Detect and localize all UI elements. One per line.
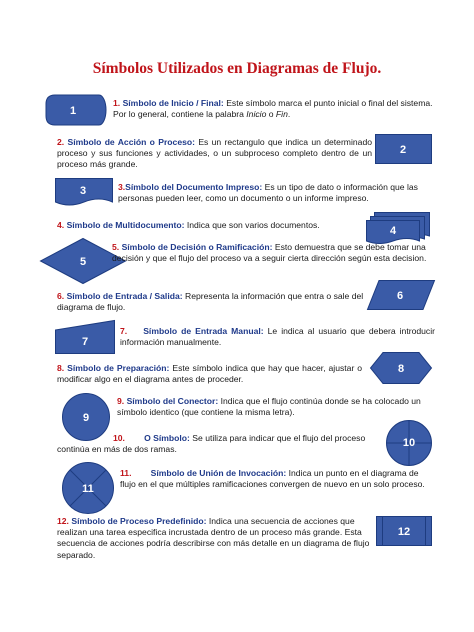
item-description: Esto demuestra que se debe tomar una decisión y que el flujo del proceso va a seguir cierta dirección según esta decision. bbox=[112, 242, 427, 264]
item-number: 11. bbox=[120, 468, 132, 478]
shape-number: 10 bbox=[402, 437, 416, 449]
multidocument-symbol bbox=[366, 212, 430, 246]
item-description: Indica que el flujo continúa donde se ha colocado un símbolo identico (que contiene la misma letra). bbox=[117, 396, 421, 418]
item-4-text bbox=[57, 220, 357, 231]
shape-number: 1 bbox=[69, 105, 77, 117]
item-label: Símbolo de Preparación: bbox=[67, 363, 170, 373]
item-number: 12. bbox=[57, 516, 69, 526]
item-number: 6. bbox=[57, 291, 65, 301]
item-number: 8. bbox=[57, 363, 65, 373]
item-label: Símbolo del Documento Impreso: bbox=[125, 182, 263, 192]
item-number: 5. bbox=[112, 242, 120, 252]
item-9-text bbox=[117, 396, 437, 418]
item-label: Símbolo de Multidocumento: bbox=[66, 220, 185, 230]
item-emphasis-end: Fin bbox=[275, 109, 288, 120]
item-number: 3. bbox=[118, 182, 126, 192]
item-description: Indica un punto en el diagrama de flujo en el que múltiples ramificaciones convergen de nuevo en un solo proceso. bbox=[120, 468, 425, 490]
shape-number: 8 bbox=[397, 363, 405, 375]
item-7-text bbox=[120, 326, 435, 348]
or-symbol bbox=[386, 420, 432, 466]
item-number: 2. bbox=[57, 137, 65, 147]
shape-number: 11 bbox=[82, 483, 94, 495]
item-label: Símbolo del Conector: bbox=[126, 396, 219, 406]
item-description: Representa la información que entra o sale del diagrama de flujo. bbox=[57, 291, 364, 313]
item-10-text bbox=[57, 433, 385, 455]
document-symbol bbox=[55, 178, 113, 208]
item-emphasis-start: Inicio bbox=[246, 109, 267, 120]
item-label: Símbolo de Acción o Proceso: bbox=[67, 137, 195, 147]
shape-number: 3 bbox=[79, 185, 87, 197]
item-3-text bbox=[118, 182, 434, 204]
item-label: Símbolo de Inicio / Final: bbox=[122, 98, 224, 108]
page-title: Símbolos Utilizados en Diagramas de Flujo. bbox=[92, 60, 382, 77]
shape-number: 12 bbox=[397, 526, 411, 538]
predefined-process-symbol bbox=[376, 516, 432, 546]
item-8-text bbox=[57, 363, 362, 385]
item-number: 7. bbox=[120, 326, 128, 336]
item-number: 1. bbox=[113, 98, 121, 108]
item-2-text bbox=[57, 137, 372, 171]
item-description: Este símbolo indica que hay que hacer, ajustar o modificar algo en el diagrama antes de proceder. bbox=[57, 363, 363, 385]
item-label: O Símbolo: bbox=[144, 433, 190, 443]
item-description: Este símbolo marca el punto inicial o final del sistema. Por lo general, contiene la palabra bbox=[113, 98, 433, 120]
item-description: Le indica al usuario que debera introducir información manualmente. bbox=[120, 326, 435, 348]
item-number: 10. bbox=[113, 433, 125, 443]
item-number: 4. bbox=[57, 220, 65, 230]
data-io-symbol bbox=[367, 280, 435, 310]
shape-number: 9 bbox=[82, 412, 90, 424]
item-11-text bbox=[120, 468, 435, 490]
item-description: Es un rectangulo que indica un determinado proceso y sus funciones y actividades, o un subproceso completo dentro de un proceso más grande. bbox=[57, 137, 372, 170]
item-description: Se utiliza para indicar que el flujo del proceso continúa en más de dos ramas. bbox=[57, 433, 366, 455]
item-description: Indica una secuencia de acciones que realizan una tarea especifica incrustada dentro de un proceso más grande. Esta secuencia de acciones podría describirse con más detalle en un diagrama de flujo separado. bbox=[57, 516, 370, 560]
item-label: Símbolo de Decisión o Ramificación: bbox=[121, 242, 273, 252]
preparation-symbol bbox=[370, 352, 432, 384]
terminator-symbol bbox=[45, 94, 107, 126]
shape-number: 7 bbox=[81, 336, 89, 348]
item-description: Es un tipo de dato o información que las personas pueden leer, como un documento o un informe impreso. bbox=[118, 182, 418, 204]
item-label: Símbolo de Entrada / Salida: bbox=[66, 291, 183, 301]
item-description: Indica que son varios documentos. bbox=[186, 220, 320, 230]
item-label: Símbolo de Proceso Predefinido: bbox=[71, 516, 207, 526]
summing-junction-symbol bbox=[62, 462, 114, 514]
item-label: Símbolo de Unión de Invocación: bbox=[150, 468, 287, 478]
item-12-text bbox=[57, 516, 372, 561]
item-6-text bbox=[57, 291, 369, 313]
item-number: 9. bbox=[117, 396, 125, 406]
manual-input-symbol bbox=[55, 320, 115, 354]
shape-number: 2 bbox=[399, 144, 407, 156]
item-label: Símbolo de Entrada Manual: bbox=[143, 326, 264, 336]
shape-number: 5 bbox=[79, 256, 87, 268]
process-symbol bbox=[375, 134, 432, 164]
item-1-text: 1. Símbolo de Inicio / Final: Este símbolo marca el punto inicial o final del sistema. Por lo general, contiene la palabra Inicio o Fin. bbox=[113, 98, 433, 120]
item-5-text bbox=[112, 242, 435, 264]
shape-number: 6 bbox=[396, 290, 404, 302]
shape-number: 4 bbox=[389, 225, 397, 237]
